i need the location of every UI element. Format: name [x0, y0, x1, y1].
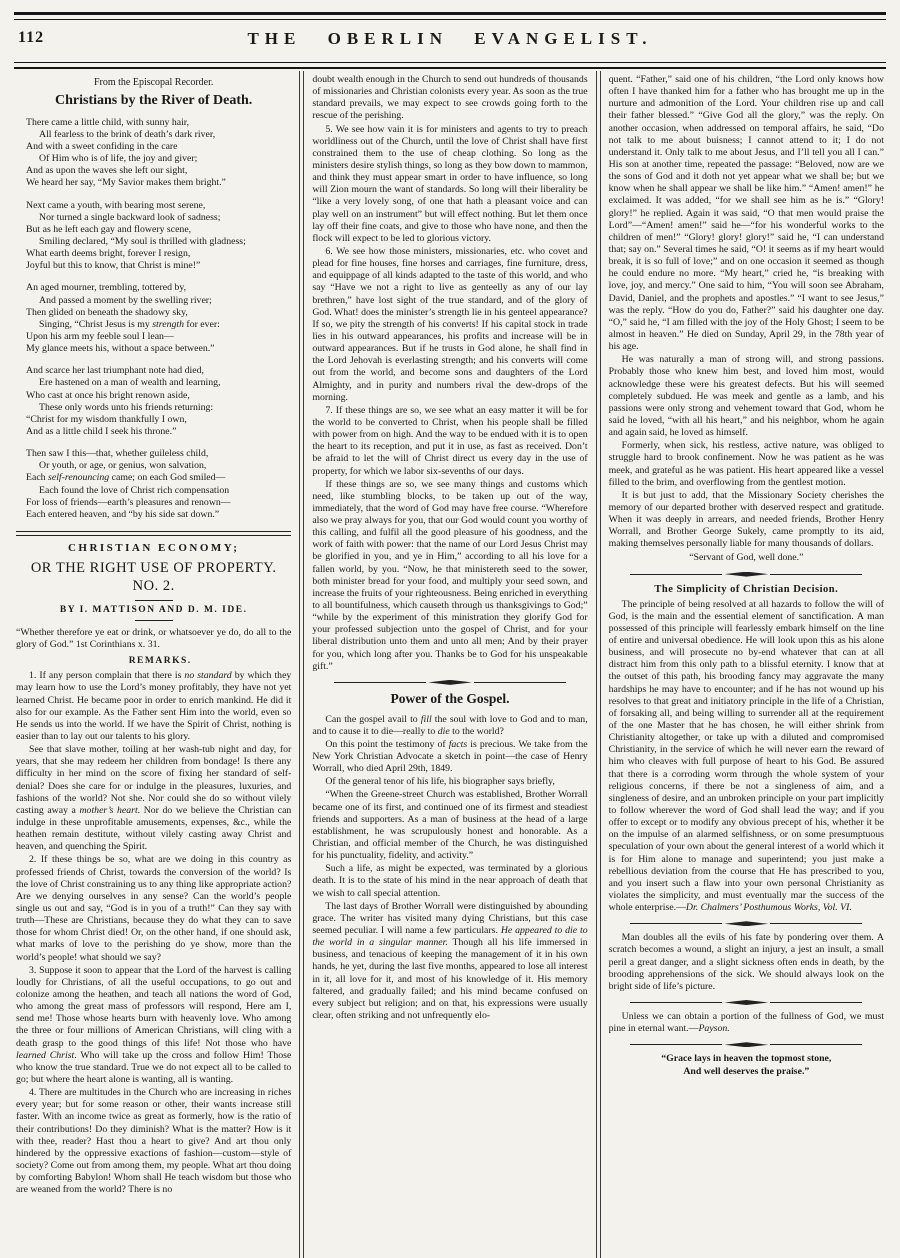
stanza-line: What earth deems bright, forever I resign,	[26, 248, 191, 260]
poem-stanza-3	[26, 282, 291, 355]
stanza-line: Next came a youth, with bearing most serene,	[26, 199, 206, 211]
masthead-bottom-rule	[14, 62, 886, 69]
paragraph: Unless we can obtain a portion of the fullness of God, we must pine in eternal want.—Payson.	[608, 1011, 884, 1035]
remarks-heading: REMARKS.	[128, 655, 192, 666]
divider-line	[770, 1044, 862, 1045]
column-3	[601, 71, 892, 1258]
top-border-rule	[14, 12, 886, 20]
section-divider	[609, 1000, 884, 1005]
stanza-line: My glance meets his, without a space between.”	[26, 343, 215, 355]
paragraph: Formerly, when sick, his restless, active nature, was obliged to struggle hard to brook confinement. Now he was patient as he was meek, and grateful as he was patient. His heart appeared like a vessel filled to the brim, and overflowing from the gentlest motion.	[608, 440, 884, 488]
article-series-title: CHRISTIAN ECONOMY;	[67, 541, 240, 554]
masthead	[0, 20, 900, 60]
stanza-line: Joyful but this to know, that Christ is mine!”	[26, 260, 201, 272]
stanza-line: These only words unto his friends returning:	[39, 401, 214, 413]
column-2	[304, 71, 595, 1258]
stanza-line: Each found the love of Christ rich compensation	[39, 484, 230, 496]
paragraph: Can the gospel avail to fill the soul with love to God and to man, and to cause it to die—really to die to the world?	[312, 713, 588, 737]
stanza-line: An aged mourner, trembling, tottered by,	[26, 282, 187, 294]
poem-stanza-2	[26, 200, 291, 273]
stanza-line: Upon his arm my feeble soul I lean—	[26, 331, 174, 342]
section-title-simplicity: The Simplicity of Christian Decision.	[654, 583, 839, 595]
divider-diamond-icon	[724, 572, 768, 577]
paragraph: 2. If these things be so, what are we doing in this country as professed friends of Christ, towards the conversion of the world? Is the love of Christ constraining us to any thing like appropriate action? Are we denying ourselves in any sense? Can the world’s people single us out and say, “God is in you of a truth!” Can they say with truth—These are Christians, because they do what they can to save those for whom Christ died! Or, on the other hand, if one should ask, what marks of love to the perishing do ye show, more than the world’s people! what should we say?	[16, 854, 292, 963]
stanza-line: Who cast at once his bright renown aside,	[26, 389, 190, 401]
poem-title: Christians by the River of Death.	[55, 93, 253, 109]
stanza-line: But as he left each gay and flowery scene,	[26, 223, 192, 235]
paragraph: 7. If these things are so, we see what an easy matter it will be for the world to be converted to Christ, when his people shall be filled with power from on high. And the way to be endued with it is to open the heart to its reception, and put it in use, as fast as received. Don’t be afraid to let the will of Christ direct us every day in the use of property, for which we labor six-sevenths of our days.	[312, 404, 588, 477]
paragraph: If these things are so, we see many things and customs which need, like stumbling blocks, to be taken up out of the way, immediately, that the word of God may have free course. “Wherefore also we pray always for you, that our God would count you worthy of this calling, and fulfil all the good pleasure of his goodness, and the work of faith with power: that the name of our Lord Jesus Christ may be glorified in you, and ye in Him,” according to all his love for a fallen world, by you. “Now, he that ministereth seed to the sower, both minister bread for your food, and multiply your seed sown, and increase the fruits of your righteousness. Being enriched in everything to all bountifulness, which causeth through us thanksgivings to God;” “while by the experiment of this ministration they glorify God for your professed subjection unto the gospel of Christ, and for your liberal distribution unto them and unto all men; And by their prayer for you, which long after you. Thanks be to God for his unspeakable gift.”	[312, 478, 588, 672]
stanza-line: And as upon the waves she left our sight,	[26, 165, 188, 177]
stanza-line: And with a sweet confiding in the care	[26, 141, 178, 153]
columns-container	[0, 69, 900, 1258]
divider-diamond-icon	[724, 1000, 768, 1005]
divider-line	[630, 1002, 722, 1003]
divider-diamond-icon	[724, 1042, 768, 1047]
closing-line: “Servant of God, well done.”	[689, 552, 804, 564]
scripture-epigraph: “Whether therefore ye eat or drink, or whatsoever ye do, do all to the glory of God.” 1st Corinthians x. 31.	[16, 627, 292, 651]
divider-line	[630, 1044, 722, 1045]
verse-line: And well deserves the praise.”	[683, 1066, 810, 1078]
stanza-line: Singing, “Christ Jesus is my strength for ever:	[39, 318, 220, 330]
paragraph: Man doubles all the evils of his fate by pondering over them. A scratch becomes a wound, a slight an injury, a jest an insult, a small peril a great danger, and a slight sickness often ends in death, by the brooding apprehensions of the sick. We should always look on the bright side of life’s picture.	[608, 932, 884, 992]
column-1	[8, 71, 299, 1258]
paragraph: It is but just to add, that the Missionary Society cherishes the memory of our departed brother with deserved respect and gratitude. When it was deeply in arrears, and needed friends, Brother Henry Worrall, and Brother George Sukely, came promptly to its aid, making themselves personally liable for many thousands of dollars.	[608, 489, 884, 550]
stanza-line: Each entered heaven, and “by his side sat down.”	[26, 508, 220, 520]
verse-line: “Grace lays in heaven the topmost stone,	[661, 1053, 832, 1065]
poem-stanza-4	[26, 365, 291, 438]
paragraph: On this point the testimony of facts is precious. We take from the New York Christian Advocate a sketch in point—the case of Henry Worrall, who died April 29th, 1849.	[312, 738, 588, 775]
paper-title: THE OBERLIN EVANGELIST.	[247, 29, 653, 48]
stanza-line: Then saw I this—that, whether guileless child,	[26, 448, 209, 460]
divider-line	[474, 682, 566, 683]
section-divider	[609, 1042, 884, 1047]
paragraph: 6. We see how those ministers, missionaries, etc. who covet and plead for fine houses, fine horses and carriages, fine furniture, dress, and equippage of all kinds adapted to the taste of this world, and who say “Have we not a right to live as genteelly as any of our lay brethren,” have lost sight of the true standard, and of the glory of God. What! does the minister’s strength lie in his genteel appearance? If so, we pity the strength of his converts! If his capital stock in trade lies in his outward appearances, his profits and increase will be in outward appearances. But if he trusts in God alone, he shall find in the Lord Jehovah is everlasting strength; and his converts will come out from the world, and become sons and daughters of the Lord Almighty, and in purity and numbers rival the dew-drops of the morning.	[312, 245, 588, 403]
stanza-line: Of Him who is of life, the joy and giver;	[39, 153, 198, 165]
divider-line	[770, 923, 862, 924]
stanza-line: We heard her say, “My Savior makes them bright.”	[26, 177, 226, 189]
title-rule	[135, 600, 173, 601]
poem-stanza-5	[26, 448, 291, 521]
stanza-line: All fearless to the brink of death’s dark river,	[39, 128, 216, 140]
divider-line	[770, 1002, 862, 1003]
divider-line	[334, 682, 426, 683]
paragraph: He was naturally a man of strong will, and strong passions. Probably those who knew him best, and loved him most, would acknowledge these were his greatest defects. But his will seemed completely subdued. He was meek and gentle as a lamb, and his passions were only strong and vehement toward that God, whom he said he loved, “with all his heart,” and his neighbor, whom he again and again said, he loved as himself.	[608, 354, 884, 439]
paragraph: See that slave mother, toiling at her wash-tub night and day, for years, that she may redeem her children from bondage! Is there any difficulty in her mind on the score of fixing her standard of self-denial? Does she care for or indulge in the pleasures, luxuries, and fashions of the world? Not she. Nor could she do so without vilely casting away a mother’s heart. Nor do we believe the Christian can indulge in these unprofitable amusements, expenses, &c., while the heathen remain destitute, without vilely casting away Christ and heaven, and quenching the Spirit.	[16, 744, 292, 853]
section-divider	[609, 572, 884, 577]
stanza-line: Ere hastened on a man of wealth and learning,	[39, 377, 221, 389]
poem-stanza-1	[26, 117, 291, 190]
stanza-line: For loss of friends—earth’s pleasures and renown—	[26, 496, 231, 508]
divider-line	[630, 574, 722, 575]
section-divider	[312, 680, 587, 685]
stanza-line: There came a little child, with sunny hair,	[26, 116, 190, 128]
paragraph: The last days of Brother Worrall were distinguished by abounding grace. The writer has visited many dying Christians, but this case seemed peculiar. I will name a few particulars. He appeared to die to the world in a singular manner. Though all his life immersed in business, and tenacious of keeping the management of it in his own hands, he yet, during the last five months, appeared to lose all interest in it, all love for it, and most of his knowledge of it. His memory faltered, and gradually failed; and his mind became confused on every subject but religion; and on that, his expressions were usually clear, often striking and not unfrequently elo-	[312, 900, 588, 1021]
paragraph-continuation: quent. “Father,” said one of his children, “the Lord only knows how often I have thanked him for a father who has brought me up in the nurture and admonition of the Lord. Your children rise up and call their father blessed.” “Give God all the glory,” was the reply. On another occasion, when addressed on temporal affairs, he said, “Do not talk to me about buisness; I cannot attend to it; I do not understand it. Only talk to me about Jesus, and I’ll tell you all I can.” His son at another time, repeated the passage: “Beloved, now are we the sons of God and it doth not yet appear what we shall be; but we know when he shall appear we shall be like him.” “Amen! amen!” he exclaimed. It was added, “for we shall see him as he is.” “Glory! glory!” he replied. Again it was said, “O that men would praise the Lord”—“Amen! amen!” said he—“for his wonderful works to the children of men!” “Glory! glory! glory!” said he, “I can understand that; say on.” Several times he said, “O! it seems as if my heart would break, it is so full of love;” and on one occasion it seemed as though he could endure no more. “My heart,” cried he, “is breaking with love, joy, and mercy.” One said to him, “You will soon see Abraham, David, Daniel, and the prophets and apostles.” “I want to see Jesus,” was the reply. “How do you do, Father?” said his daughter one day. “O,” said he, “I am filled with the joy of the Holy Ghost; I seem to be almost in heaven.” He died on Sunday, April 29, in the 78th year of his age.	[608, 74, 884, 353]
paragraph: “When the Greene-street Church was established, Brother Worrall became one of its first, and continued one of its firmest and steadiest friends and supporters. As a man of business at the head of a large establishment, he was scrupulously honest and honorable. As a Christian, and official member of the Church, he was distinguished for his punctuality, fidelity, and activity.”	[312, 789, 588, 862]
paragraph: Of the general tenor of his life, his biographer says briefly,	[325, 776, 555, 788]
paragraph: 4. There are multitudes in the Church who are increasing in riches every year; but for some reason or other, their wants increase still faster. With an income twice as great as formerly, how is the ratio of their contributions! Do they diminish? What is the matter? How is it with thee, reader? Hast thou a heart to give? And art thou only hindered by the oppressive exactions of fashion—custom—style of society? Come out from among them, my people. What art thou doing by comforting Babylon! Whom shall He teach wisdom but those who are weaned from the world? There is no	[16, 1087, 292, 1196]
stanza-line: Nor turned a single backward look of sadness;	[39, 211, 221, 223]
byline-rule	[135, 620, 173, 621]
page-number: 112	[18, 29, 45, 46]
divider-diamond-icon	[724, 921, 768, 926]
source-attribution: From the Episcopal Recorder.	[93, 77, 214, 88]
article-divider	[16, 531, 291, 536]
stanza-line: And as a little child I seek his throne.”	[26, 425, 177, 437]
stanza-line: “Christ for my wisdom thankfully I own,	[26, 413, 187, 425]
stanza-line: Smiling declared, “My soul is thrilled with gladness;	[39, 236, 246, 248]
paragraph: 5. We see how vain it is for ministers and agents to try to preach worldliness out of the Church, until the love of Christ shall have first constrained them to the use of cheap clothing. So long as the ministers desire stylish things, so long as they bow down to mammon, and think they must appear smart in order to have influence, so long will Zion mourn the want of standards. So long will their liberality be “like a very lovely song, of one that hath a pleasant voice and can play well on an instrument” but will effect nothing. But let them once lay off their fine coats, and give to those who have none, and then the flock will expect to be led to glorious victory.	[312, 123, 588, 244]
paragraph: 3. Suppose it soon to appear that the Lord of the harvest is calling loudly for Christians, of all the useful occupations, to go out and colonize among the heathen, and teach all nations the word of God, who among the great mass of professors will respond, Here am I, send me! Those whose hearts burn with heavenly love. Who among the three or four millions of American Christians, will cling with a death grasp to the good things of this life! Not those who have learned Christ. Who will take up the cross and follow Him! Those who know the true standard. True we do not expect all to be called to go; but where the heart alone is wanting, all is wanting.	[16, 964, 292, 1085]
stanza-line: Or youth, or age, or genius, won salvation,	[39, 460, 207, 472]
article-title: OR THE RIGHT USE OF PROPERTY. NO. 2.	[30, 559, 277, 594]
divider-line	[630, 923, 722, 924]
paragraph: 1. If any person complain that there is no standard by which they may learn how to use the Lord’s money profitably, they have not yet learned Christ. He became poor in order to enrich mankind. He did it also for our example. As the Father sent Him into the world, even so He sends us into the world. If we have the Spirit of Christ, nothing is easier than to lay out our talents to his glory.	[16, 670, 292, 743]
divider-line	[770, 574, 862, 575]
section-divider	[609, 921, 884, 926]
paragraph: The principle of being resolved at all hazards to follow the will of God, is the main and the essential element of sanctification. A man possessed of this principle will fearlessly embark himself on the line of entire and universal obedience. He will look upon this as his alone business, and will prosecute no by-end whatever that can at all distract him from this only path to a blissful eternity. I know that at the outset of this path, his brooding fancy may aggravate the many hardships he may have to encounter; and if he has not wound up his resolves to that great and initiatory principle in the life of a Christian, of forsaking all, and being willing to surrender all at the requirement of the one Master that he has chosen, he will either shrink from Christianity altogether, or take up with a diluted and compromised Christianity, in the service of which he will never earn the reward of him who cleaves with full purpose of heart to his God. Be assured that there is a corroding worm through the whole system of your religious concerns, if there be not a singleness of aim, and a singleness of desire, and an unbroken principle on your part implicitly to follow wherever the word of God shall lead the way; and if you offer to except or to modify any obvious precept of his, whether it be on the impulse of an alarmed selfishness, or on some presumptuous speculation of your own about the general interest of a world which it is for Him alone to manage and superintend; you just make a rebellious deviation from the course that He has prescribed to you, and you insert such a flaw into your own personal Christianity as violates the simplicity, and must eventually mar the success of the whole enterprise.—Dr. Chalmers’ Posthumous Works, Vol. VI.	[608, 598, 884, 914]
stanza-line: And passed a moment by the swelling river;	[39, 294, 212, 306]
stanza-line: Then glided on beneath the shadowy sky,	[26, 306, 188, 318]
stanza-line: Each self-renouncing came; on each God smiled—	[26, 472, 226, 484]
section-title-power-of-the-gospel: Power of the Gospel.	[390, 690, 510, 706]
paragraph: Such a life, as might be expected, was terminated by a glorious death. It is to the state of his mind in the near approach of death that we wish to call special attention.	[312, 863, 588, 899]
article-byline: BY I. MATTISON AND D. M. IDE.	[59, 604, 248, 615]
stanza-line: And scarce her last triumphant note had died,	[26, 365, 204, 377]
paragraph-continuation: doubt wealth enough in the Church to send out hundreds of thousands of missionaries and Christian colonists every year. As soon as the true standard prevails, we may expect to see crowds going forth to the rescue of the perishing.	[312, 74, 588, 122]
divider-diamond-icon	[428, 680, 472, 685]
closing-verse	[609, 1053, 884, 1078]
